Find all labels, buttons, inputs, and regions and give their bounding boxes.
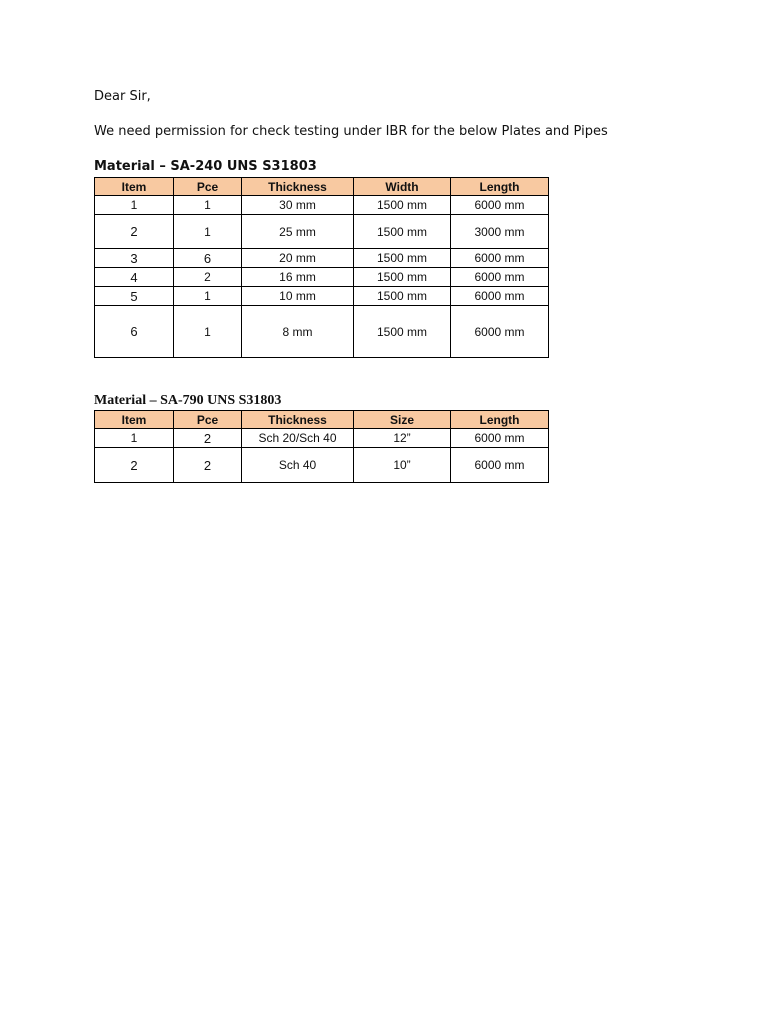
cell-length: 6000 mm xyxy=(451,196,549,215)
cell-thickness: 16 mm xyxy=(242,268,354,287)
cell-length: 6000 mm xyxy=(451,448,549,483)
table-row xyxy=(95,249,549,268)
request-text: We need permission for check testing under IBR for the below Plates and Pipes xyxy=(94,124,608,139)
column-header-length: Length xyxy=(451,178,549,196)
cell-thickness: 30 mm xyxy=(242,196,354,215)
column-header-pce: Pce xyxy=(174,178,242,196)
cell-pce: 2 xyxy=(174,429,242,448)
pipes-heading: Material – SA-790 UNS S31803 xyxy=(94,393,282,408)
cell-item: 5 xyxy=(95,287,174,306)
cell-width: 1500 mm xyxy=(354,306,451,358)
cell-item: 1 xyxy=(95,196,174,215)
cell-thickness: 25 mm xyxy=(242,215,354,249)
cell-width: 1500 mm xyxy=(354,215,451,249)
cell-item: 4 xyxy=(95,268,174,287)
cell-thickness: Sch 20/Sch 40 xyxy=(242,429,354,448)
cell-item: 2 xyxy=(95,448,174,483)
cell-thickness: 20 mm xyxy=(242,249,354,268)
plates-heading: Material – SA-240 UNS S31803 xyxy=(94,159,317,174)
cell-width: 1500 mm xyxy=(354,249,451,268)
cell-length: 6000 mm xyxy=(451,306,549,358)
table-row xyxy=(95,287,549,306)
cell-thickness: 10 mm xyxy=(242,287,354,306)
table-row xyxy=(95,448,549,483)
column-header-pce: Pce xyxy=(174,411,242,429)
cell-width: 1500 mm xyxy=(354,287,451,306)
table-row xyxy=(95,196,549,215)
cell-length: 6000 mm xyxy=(451,429,549,448)
cell-length: 6000 mm xyxy=(451,287,549,306)
column-header-thickness: Thickness xyxy=(242,411,354,429)
plates-table xyxy=(94,177,549,358)
cell-pce: 1 xyxy=(174,306,242,358)
table-row xyxy=(95,215,549,249)
cell-pce: 2 xyxy=(174,268,242,287)
cell-width: 1500 mm xyxy=(354,268,451,287)
cell-item: 3 xyxy=(95,249,174,268)
cell-pce: 6 xyxy=(174,249,242,268)
cell-size: 10” xyxy=(354,448,451,483)
cell-thickness: Sch 40 xyxy=(242,448,354,483)
cell-size: 12” xyxy=(354,429,451,448)
column-header-length: Length xyxy=(451,411,549,429)
column-header-width: Width xyxy=(354,178,451,196)
cell-pce: 2 xyxy=(174,448,242,483)
cell-length: 6000 mm xyxy=(451,249,549,268)
table-header-row xyxy=(95,411,549,429)
column-header-item: Item xyxy=(95,178,174,196)
cell-pce: 1 xyxy=(174,287,242,306)
table-row xyxy=(95,268,549,287)
cell-thickness: 8 mm xyxy=(242,306,354,358)
table-row xyxy=(95,429,549,448)
cell-length: 3000 mm xyxy=(451,215,549,249)
cell-item: 1 xyxy=(95,429,174,448)
column-header-size: Size xyxy=(354,411,451,429)
column-header-thickness: Thickness xyxy=(242,178,354,196)
cell-item: 6 xyxy=(95,306,174,358)
cell-length: 6000 mm xyxy=(451,268,549,287)
table-row xyxy=(95,306,549,358)
cell-pce: 1 xyxy=(174,215,242,249)
greeting: Dear Sir, xyxy=(94,89,151,104)
table-header-row xyxy=(95,178,549,196)
cell-width: 1500 mm xyxy=(354,196,451,215)
pipes-table xyxy=(94,410,549,483)
column-header-item: Item xyxy=(95,411,174,429)
cell-pce: 1 xyxy=(174,196,242,215)
cell-item: 2 xyxy=(95,215,174,249)
